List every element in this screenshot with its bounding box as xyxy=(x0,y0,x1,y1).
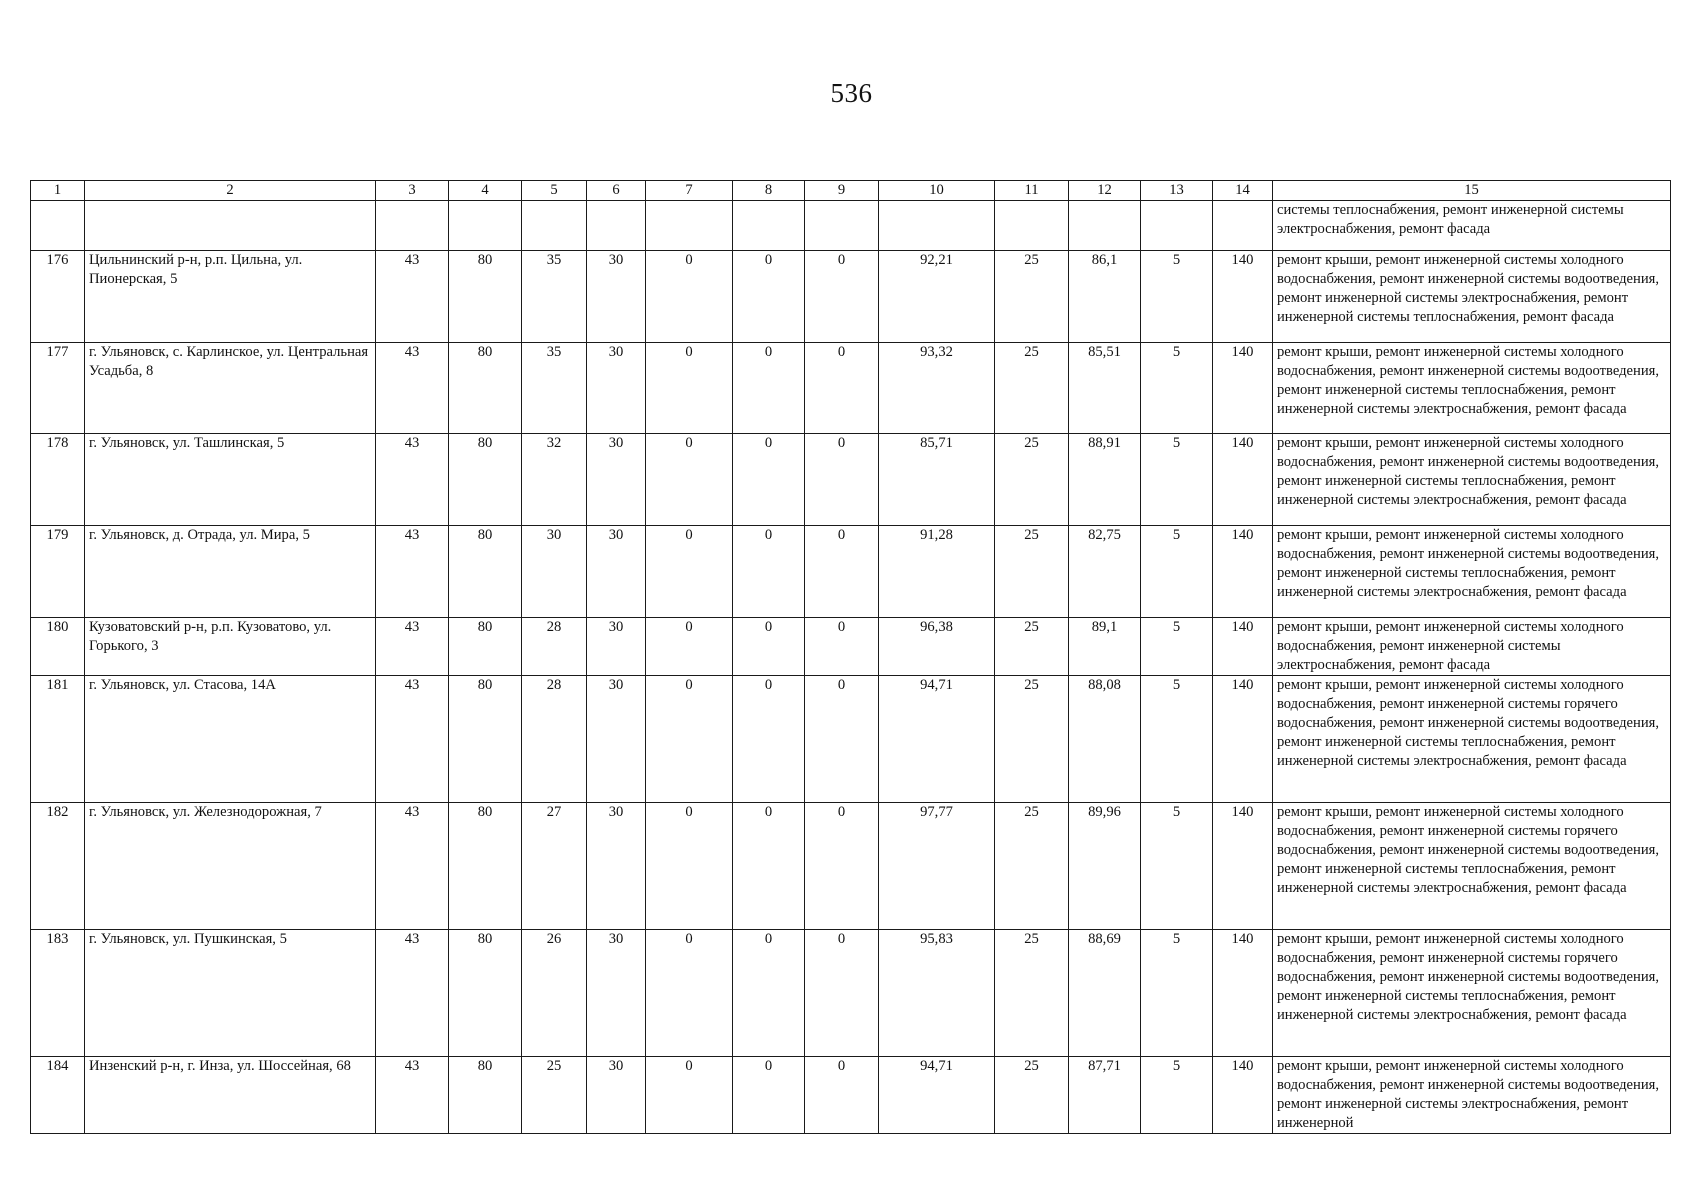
column-header-12: 12 xyxy=(1069,181,1141,201)
cell-col-4: 80 xyxy=(449,251,522,343)
cell-col-9: 0 xyxy=(805,930,879,1057)
address-cell: Кузоватовский р-н, р.п. Кузоватово, ул. Горького, 3 xyxy=(85,618,376,676)
row-number: 184 xyxy=(31,1057,85,1134)
cell-col-4: 80 xyxy=(449,618,522,676)
cell-col-7: 0 xyxy=(646,251,733,343)
cell-col-8: 0 xyxy=(733,1057,805,1134)
cell-col-10: 94,71 xyxy=(879,676,995,803)
cell-col-11: 25 xyxy=(995,343,1069,434)
cell-col-5: 28 xyxy=(522,676,587,803)
cell-col-12: 88,08 xyxy=(1069,676,1141,803)
cell-col-11: 25 xyxy=(995,526,1069,618)
works-list: ремонт крыши, ремонт инженерной системы холодного водоснабжения, ремонт инженерной системы водоотведения, ремонт инженерной системы электроснабжения, ремонт инженерной системы теплоснабжения, ремонт фасада xyxy=(1273,251,1671,343)
works-list: ремонт крыши, ремонт инженерной системы холодного водоснабжения, ремонт инженерной системы горячего водоснабжения, ремонт инженерной системы водоотведения, ремонт инженерной системы теплоснабжения, ремонт инженерной системы электроснабжения, ремонт фасада xyxy=(1273,803,1671,930)
works-list: ремонт крыши, ремонт инженерной системы холодного водоснабжения, ремонт инженерной системы водоотведения, ремонт инженерной системы теплоснабжения, ремонт инженерной системы электроснабжения, ремонт фасада xyxy=(1273,526,1671,618)
cell-col-13: 5 xyxy=(1141,930,1213,1057)
cell-col-5: 25 xyxy=(522,1057,587,1134)
table-row xyxy=(31,434,1671,526)
works-list: ремонт крыши, ремонт инженерной системы холодного водоснабжения, ремонт инженерной системы горячего водоснабжения, ремонт инженерной системы водоотведения, ремонт инженерной системы теплоснабжения, ремонт инженерной системы электроснабжения, ремонт фасада xyxy=(1273,930,1671,1057)
cell-col-9: 0 xyxy=(805,803,879,930)
cell-col-12: 88,91 xyxy=(1069,434,1141,526)
cell-col-9: 0 xyxy=(805,434,879,526)
cell-col-4: 80 xyxy=(449,676,522,803)
cell-col-3: 43 xyxy=(376,676,449,803)
cell-col-9: 0 xyxy=(805,251,879,343)
cell-col-9: 0 xyxy=(805,526,879,618)
cell-col-9: 0 xyxy=(805,676,879,803)
cell-col-7: 0 xyxy=(646,676,733,803)
cell-col-7: 0 xyxy=(646,618,733,676)
cell-col-14: 140 xyxy=(1213,251,1273,343)
works-list: ремонт крыши, ремонт инженерной системы холодного водоснабжения, ремонт инженерной системы водоотведения, ремонт инженерной системы теплоснабжения, ремонт инженерной системы электроснабжения, ремонт фасада xyxy=(1273,434,1671,526)
cell-col-14: 140 xyxy=(1213,526,1273,618)
cell-col-10: 97,77 xyxy=(879,803,995,930)
cell-col-6: 30 xyxy=(587,676,646,803)
cell-col-13: 5 xyxy=(1141,618,1213,676)
cell-col-7: 0 xyxy=(646,343,733,434)
cell-col-4: 80 xyxy=(449,1057,522,1134)
cell-col-14: 140 xyxy=(1213,434,1273,526)
cell-col-12: 89,96 xyxy=(1069,803,1141,930)
table-row xyxy=(31,343,1671,434)
table-row xyxy=(31,676,1671,803)
column-header-6: 6 xyxy=(587,181,646,201)
cell-col-12: 86,1 xyxy=(1069,251,1141,343)
cell-col-14: 140 xyxy=(1213,803,1273,930)
cell-col-8: 0 xyxy=(733,526,805,618)
row-number: 176 xyxy=(31,251,85,343)
address-cell: Цильнинский р-н, р.п. Цильна, ул. Пионерская, 5 xyxy=(85,251,376,343)
address-cell: г. Ульяновск, ул. Пушкинская, 5 xyxy=(85,930,376,1057)
cell-col-11: 25 xyxy=(995,803,1069,930)
cell-col-10: 96,38 xyxy=(879,618,995,676)
cell-col-3: 43 xyxy=(376,343,449,434)
table-row xyxy=(31,251,1671,343)
cell-col-7: 0 xyxy=(646,1057,733,1134)
column-header-11: 11 xyxy=(995,181,1069,201)
column-header-3: 3 xyxy=(376,181,449,201)
cell-col-3: 43 xyxy=(376,526,449,618)
cell-col-10: 91,28 xyxy=(879,526,995,618)
cell-col-10: 93,32 xyxy=(879,343,995,434)
cell-col-8: 0 xyxy=(733,618,805,676)
works-list: ремонт крыши, ремонт инженерной системы холодного водоснабжения, ремонт инженерной системы водоотведения, ремонт инженерной системы теплоснабжения, ремонт инженерной системы электроснабжения, ремонт фасада xyxy=(1273,343,1671,434)
column-header-1: 1 xyxy=(31,181,85,201)
cell-col-13: 5 xyxy=(1141,251,1213,343)
column-header-10: 10 xyxy=(879,181,995,201)
cell-col-13: 5 xyxy=(1141,434,1213,526)
cell-col-14: 140 xyxy=(1213,343,1273,434)
cell-col-13: 5 xyxy=(1141,803,1213,930)
address-cell: Инзенский р-н, г. Инза, ул. Шоссейная, 68 xyxy=(85,1057,376,1134)
row-number: 177 xyxy=(31,343,85,434)
column-header-8: 8 xyxy=(733,181,805,201)
cell-col-6: 30 xyxy=(587,803,646,930)
row-number: 180 xyxy=(31,618,85,676)
cell-col-14: 140 xyxy=(1213,1057,1273,1134)
works-list: системы теплоснабжения, ремонт инженерной системы электроснабжения, ремонт фасада xyxy=(1273,201,1671,251)
cell-col-7: 0 xyxy=(646,434,733,526)
cell-col-3: 43 xyxy=(376,930,449,1057)
cell-col-4: 80 xyxy=(449,526,522,618)
cell-col-6: 30 xyxy=(587,343,646,434)
cell-col-4: 80 xyxy=(449,434,522,526)
cell-col-8: 0 xyxy=(733,343,805,434)
table-row xyxy=(31,618,1671,676)
cell-col-3: 43 xyxy=(376,1057,449,1134)
row-number: 178 xyxy=(31,434,85,526)
column-header-4: 4 xyxy=(449,181,522,201)
column-header-7: 7 xyxy=(646,181,733,201)
cell-col-4: 80 xyxy=(449,930,522,1057)
cell-col-14: 140 xyxy=(1213,930,1273,1057)
cell-col-6: 30 xyxy=(587,251,646,343)
cell-col-6: 30 xyxy=(587,930,646,1057)
table-row xyxy=(31,930,1671,1057)
row-number: 182 xyxy=(31,803,85,930)
cell-col-5: 27 xyxy=(522,803,587,930)
cell-col-10: 94,71 xyxy=(879,1057,995,1134)
cell-col-9: 0 xyxy=(805,618,879,676)
cell-col-8: 0 xyxy=(733,434,805,526)
table-row xyxy=(31,1057,1671,1134)
cell-col-3: 43 xyxy=(376,803,449,930)
cell-col-12: 87,71 xyxy=(1069,1057,1141,1134)
cell-col-11: 25 xyxy=(995,434,1069,526)
cell-col-13: 5 xyxy=(1141,676,1213,803)
row-number: 179 xyxy=(31,526,85,618)
cell-col-6: 30 xyxy=(587,526,646,618)
header-row xyxy=(31,181,1671,201)
row-number: 181 xyxy=(31,676,85,803)
cell-col-11: 25 xyxy=(995,251,1069,343)
cell-col-8: 0 xyxy=(733,930,805,1057)
cell-col-12: 85,51 xyxy=(1069,343,1141,434)
cell-col-7: 0 xyxy=(646,526,733,618)
column-header-2: 2 xyxy=(85,181,376,201)
table-row-continuation xyxy=(31,201,1671,251)
cell-col-3: 43 xyxy=(376,251,449,343)
cell-col-5: 35 xyxy=(522,251,587,343)
repair-schedule-table xyxy=(30,180,1671,1134)
cell-col-10: 92,21 xyxy=(879,251,995,343)
cell-col-10: 85,71 xyxy=(879,434,995,526)
column-header-9: 9 xyxy=(805,181,879,201)
cell-col-7: 0 xyxy=(646,930,733,1057)
cell-col-5: 28 xyxy=(522,618,587,676)
address-cell: г. Ульяновск, ул. Железнодорожная, 7 xyxy=(85,803,376,930)
address-cell: г. Ульяновск, ул. Ташлинская, 5 xyxy=(85,434,376,526)
cell-col-8: 0 xyxy=(733,803,805,930)
cell-col-6: 30 xyxy=(587,618,646,676)
cell-col-11: 25 xyxy=(995,676,1069,803)
cell-col-9: 0 xyxy=(805,343,879,434)
cell-col-6: 30 xyxy=(587,434,646,526)
works-list: ремонт крыши, ремонт инженерной системы холодного водоснабжения, ремонт инженерной системы горячего водоснабжения, ремонт инженерной системы водоотведения, ремонт инженерной системы теплоснабжения, ремонт инженерной системы электроснабжения, ремонт фасада xyxy=(1273,676,1671,803)
cell-col-11: 25 xyxy=(995,930,1069,1057)
cell-col-3: 43 xyxy=(376,434,449,526)
cell-col-13: 5 xyxy=(1141,526,1213,618)
cell-col-13: 5 xyxy=(1141,1057,1213,1134)
cell-col-5: 30 xyxy=(522,526,587,618)
column-header-13: 13 xyxy=(1141,181,1213,201)
cell-col-11: 25 xyxy=(995,1057,1069,1134)
cell-col-9: 0 xyxy=(805,1057,879,1134)
address-cell: г. Ульяновск, ул. Стасова, 14А xyxy=(85,676,376,803)
row-number: 183 xyxy=(31,930,85,1057)
cell-col-5: 35 xyxy=(522,343,587,434)
column-header-5: 5 xyxy=(522,181,587,201)
cell-col-3: 43 xyxy=(376,618,449,676)
cell-col-8: 0 xyxy=(733,676,805,803)
cell-col-11: 25 xyxy=(995,618,1069,676)
column-header-14: 14 xyxy=(1213,181,1273,201)
column-header-15: 15 xyxy=(1273,181,1671,201)
works-list: ремонт крыши, ремонт инженерной системы холодного водоснабжения, ремонт инженерной системы электроснабжения, ремонт фасада xyxy=(1273,618,1671,676)
cell-col-5: 32 xyxy=(522,434,587,526)
page-number: 536 xyxy=(830,78,873,108)
table-row xyxy=(31,803,1671,930)
cell-col-14: 140 xyxy=(1213,618,1273,676)
cell-col-4: 80 xyxy=(449,803,522,930)
address-cell: г. Ульяновск, с. Карлинское, ул. Центральная Усадьба, 8 xyxy=(85,343,376,434)
cell-col-4: 80 xyxy=(449,343,522,434)
cell-col-12: 88,69 xyxy=(1069,930,1141,1057)
cell-col-10: 95,83 xyxy=(879,930,995,1057)
cell-col-12: 82,75 xyxy=(1069,526,1141,618)
cell-col-5: 26 xyxy=(522,930,587,1057)
table-row xyxy=(31,526,1671,618)
cell-col-6: 30 xyxy=(587,1057,646,1134)
works-list: ремонт крыши, ремонт инженерной системы холодного водоснабжения, ремонт инженерной системы водоотведения, ремонт инженерной системы электроснабжения, ремонт инженерной xyxy=(1273,1057,1671,1134)
cell-col-7: 0 xyxy=(646,803,733,930)
cell-col-13: 5 xyxy=(1141,343,1213,434)
address-cell: г. Ульяновск, д. Отрада, ул. Мира, 5 xyxy=(85,526,376,618)
cell-col-8: 0 xyxy=(733,251,805,343)
cell-col-14: 140 xyxy=(1213,676,1273,803)
cell-col-12: 89,1 xyxy=(1069,618,1141,676)
